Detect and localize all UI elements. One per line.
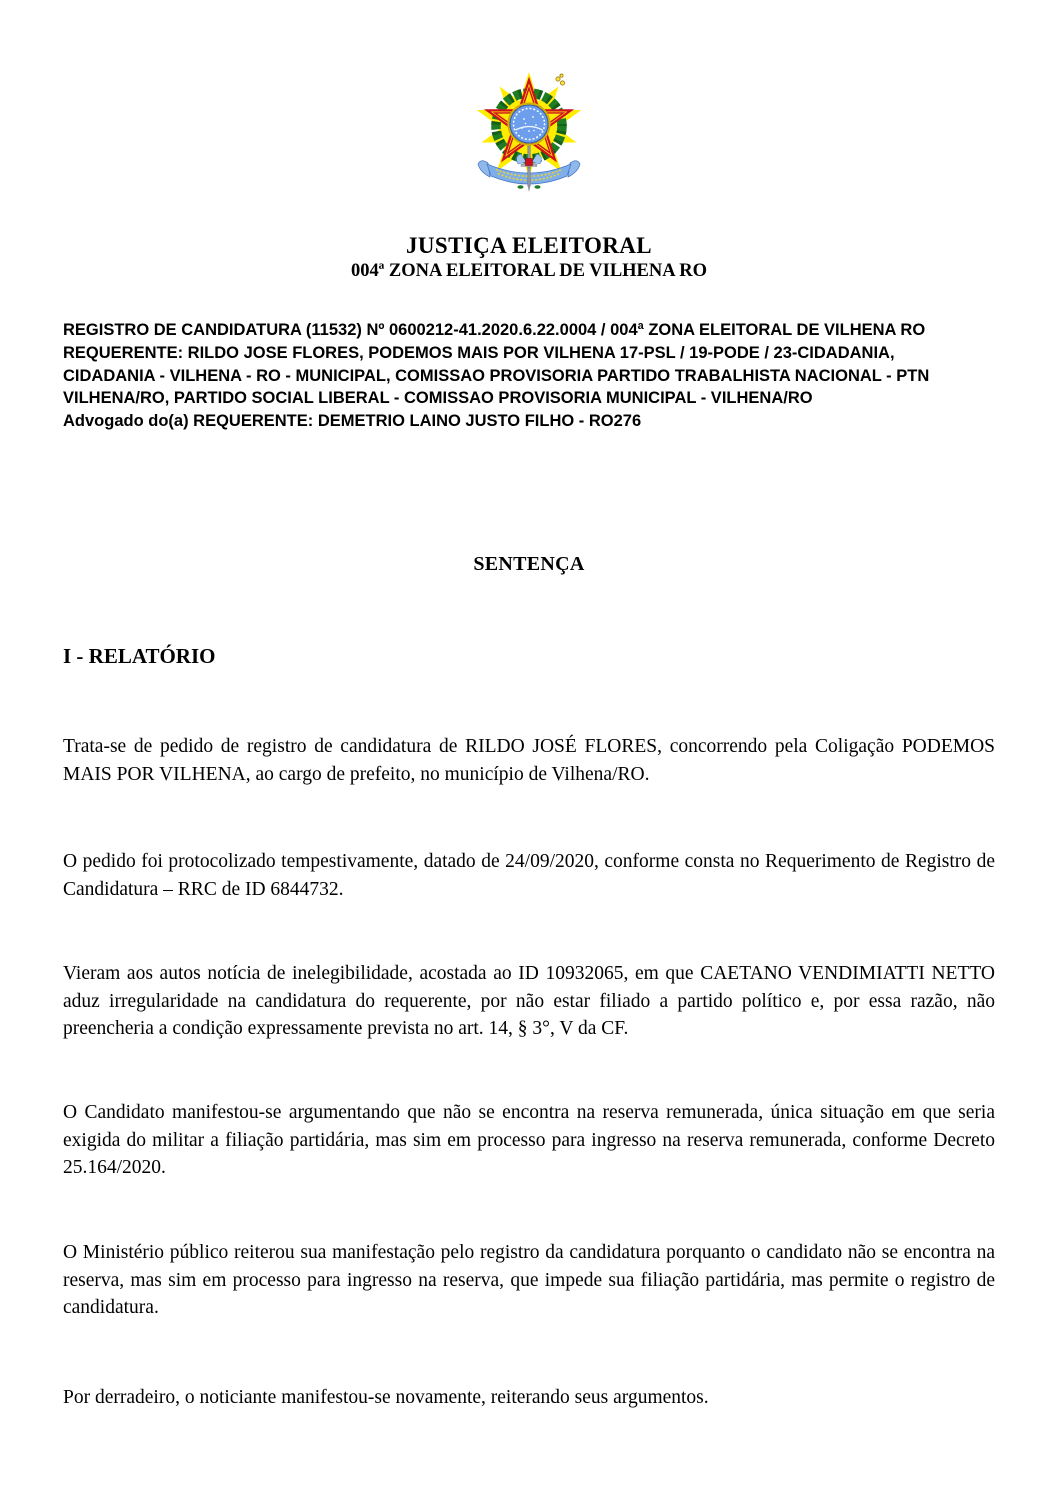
paragraph-5: O Ministério público reiterou sua manifestação pelo registro da candidatura porquanto o candidato não se encontra na reserva, mas sim em processo para ingresso na reserva, que impede sua filiação partidária, mas permite o registro de candidatura. bbox=[63, 1242, 995, 1319]
coat-of-arms-icon bbox=[474, 72, 584, 194]
brazil-coat-of-arms-emblem bbox=[474, 72, 584, 194]
coligacao-line-2: VILHENA/RO, PARTIDO SOCIAL LIBERAL - COMISSAO PROVISORIA MUNICIPAL - VILHENA/RO bbox=[63, 389, 813, 408]
case-info-block bbox=[63, 319, 1018, 433]
paragraph-4: O Candidato manifestou-se argumentando que não se encontra na reserva remunerada, única situação em que seria exigida do militar a filiação partidária, mas sim em processo para ingresso na reserva remunerada, conforme Decreto 25.164/2020. bbox=[63, 1102, 995, 1179]
coligacao-line-1: CIDADANIA - VILHENA - RO - MUNICIPAL, COMISSAO PROVISORIA PARTIDO TRABALHISTA NACIONAL - PTN bbox=[63, 366, 930, 385]
header-subtitle: 004ª ZONA ELEITORAL DE VILHENA RO bbox=[351, 261, 707, 281]
header-title: JUSTIÇA ELEITORAL bbox=[405, 233, 653, 258]
paragraph-2: O pedido foi protocolizado tempestivamente, datado de 24/09/2020, conforme consta no Requerimento de Registro de Candidatura – RRC de ID 6844732. bbox=[63, 851, 995, 900]
document-title: SENTENÇA bbox=[473, 553, 585, 575]
paragraph-6: Por derradeiro, o noticiante manifestou-se novamente, reiterando seus argumentos. bbox=[63, 1387, 709, 1408]
advogado-line: Advogado do(a) REQUERENTE: DEMETRIO LAINO JUSTO FILHO - RO276 bbox=[63, 412, 642, 431]
section-heading-relatorio: I - RELATÓRIO bbox=[63, 644, 216, 668]
paragraph-3: Vieram aos autos notícia de inelegibilidade, acostada ao ID 10932065, em que CAETANO VENDIMIATTI NETTO aduz irregularidade na candidatura do requerente, por não estar filiado a partido político e, por essa razão, não preencheria a condição expressamente prevista no art. 14, § 3°, V da CF. bbox=[63, 963, 995, 1040]
paragraph-1: Trata-se de pedido de registro de candidatura de RILDO JOSÉ FLORES, concorrendo pela Coligação PODEMOS MAIS POR VILHENA, ao cargo de prefeito, no município de Vilhena/RO. bbox=[63, 736, 995, 785]
case-number-line: REGISTRO DE CANDIDATURA (11532) Nº 0600212-41.2020.6.22.0004 / 004ª ZONA ELEITORAL DE VILHENA RO bbox=[63, 321, 926, 339]
requerente-line: REQUERENTE: RILDO JOSE FLORES, PODEMOS MAIS POR VILHENA 17-PSL / 19-PODE / 23-CIDADANIA, bbox=[63, 343, 895, 362]
